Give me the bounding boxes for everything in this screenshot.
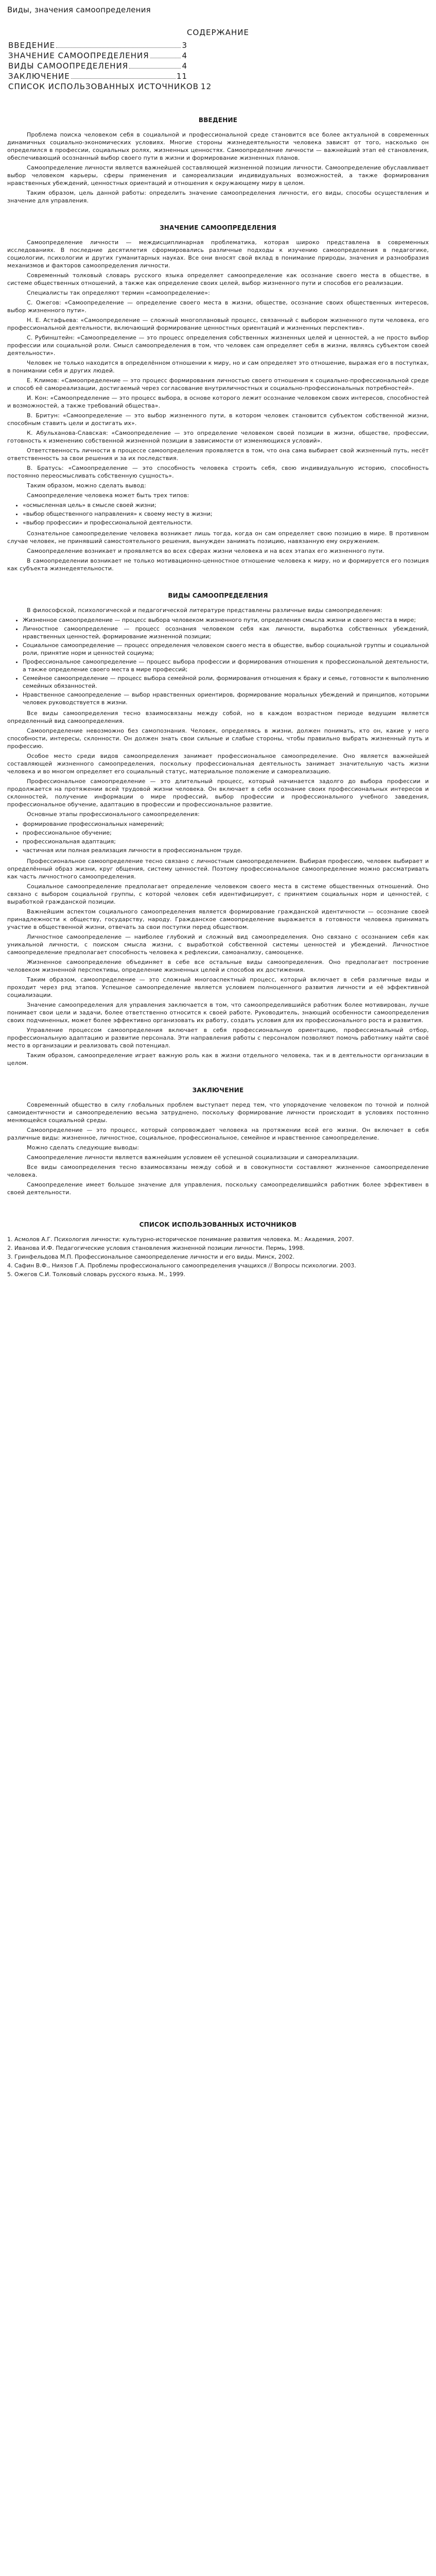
paragraph: Самоопределение — это процесс, который сопровождает человека на протяжении всей его жизни. Он включает в себя различные виды: жизненное, личностное, социальное, профессиональное, семейное и нравственное самоопределение. — [7, 1127, 429, 1141]
list-item: • Нравственное самоопределение — выбор нравственных ориентиров, формирование моральных убеждений и принципов, которыми человек руководствуется в жизни. — [23, 691, 429, 706]
paragraph: Управление процессом самоопределения включает в себя профессиональную ориентацию, профессиональный отбор, профессиональную адаптацию и развитие персонала. Эти направления работы с персоналом позволяют помочь работнику найти своё место в организации и реализовать свой потенциал. — [7, 1027, 429, 1049]
paragraph: Самоопределение личности — междисциплинарная проблематика, которая широко представлена в современных исследованиях. В последние десятилетия сформировались различные подходы к изучению самоопределения в педагогике, социологии, психологии и других гуманитарных науках. Все они вносят свой вклад в понимание природы, значения и разнообразия механизмов и факторов самоопределения личности. — [7, 239, 429, 269]
toc-leader-dots — [129, 68, 181, 69]
paragraph: Социальное самоопределение предполагает определение человеком своего места в системе общественных отношений. Оно связано с выбором социальной группы, с которой человек себя идентифицирует, с принятием социальных норм и ценностей, с выработкой гражданской позиции. — [7, 883, 429, 905]
source-item: 2. Иванова И.Ф. Педагогические условия становления жизненной позиции личности. Пермь, 1998. — [7, 1245, 305, 1251]
paragraph: Таким образом, можно сделать вывод: — [27, 482, 147, 489]
sources-list — [7, 1235, 429, 1278]
toc-row-label: СПИСОК ИСПОЛЬЗОВАННЫХ ИСТОЧНИКОВ — [8, 82, 199, 91]
paragraph: В философской, психологической и педагогической литературе представлены различные виды самоопределения: — [27, 607, 382, 614]
paragraph: Таким образом, самоопределение играет важную роль как в жизни отдельного человека, так и в деятельности организации в целом. — [7, 1052, 429, 1066]
toc-row-label: ЗНАЧЕНИЕ САМООПРЕДЕЛЕНИЯ — [8, 51, 149, 60]
paragraph: Самоопределение невозможно без самопознания. Человек, определяясь в жизни, должен понимать, кто он, какие у него способности, интересы, склонности. Он должен знать свои сильные и слабые стороны, чтобы правильно выбрать жизненный путь и профессию. — [7, 727, 429, 750]
toc-row-kinds[interactable] — [8, 61, 187, 71]
paragraph: Таким образом, самоопределение — это сложный многоаспектный процесс, который включает в себя различные виды и проходит через ряд этапов. Успешное самоопределение является условием полноценного развития личности и её эффективной социализации. — [7, 976, 429, 998]
document-title: Виды, значения самоопределения — [7, 5, 151, 14]
paragraph: И. Кон: «Самоопределение — это процесс выбора, в основе которого лежит осознание человеком своих интересов, способностей и возможностей, а также требований общества». — [7, 395, 429, 409]
source-item: 5. Ожегов С.И. Толковый словарь русского языка. М., 1999. — [7, 1271, 185, 1278]
paragraph: Сознательное самоопределение человека возникает лишь тогда, когда он сам определяет свою позицию в мире. В противном случае человек, не принявший самостоятельного решения, вынужден занимать позицию, навязанную ему окружением. — [7, 530, 429, 545]
list-item: • «осмысленная цель» в смысле своей жизни; — [23, 501, 429, 509]
section-heading-sources: СПИСОК ИСПОЛЬЗОВАННЫХ ИСТОЧНИКОВ — [139, 1221, 297, 1228]
source-item: 4. Сафин В.Ф., Ниязов Г.А. Проблемы профессионального самоопределения учащихся // Вопросы психологии. 2003. — [7, 1262, 356, 1269]
section-heading-introduction: ВВЕДЕНИЕ — [198, 116, 238, 124]
stages-list — [7, 820, 429, 854]
section-heading-conclusion: ЗАКЛЮЧЕНИЕ — [192, 1087, 244, 1094]
list-item: • Личностное самоопределение — процесс осознания человеком себя как личности, выработка собственных убеждений, нравственных ценностей, формирование жизненной позиции; — [23, 625, 429, 640]
section-heading-kinds: ВИДЫ САМООПРЕДЕЛЕНИЯ — [168, 592, 268, 599]
toc-leader-dots — [56, 47, 181, 48]
paragraph: Все виды самоопределения тесно взаимосвязаны между собой и в совокупности составляют жизненное самоопределение человека. — [7, 1164, 429, 1178]
toc-row-page: 4 — [182, 61, 187, 71]
paragraph: С. Ожегов: «Самоопределение — определение своего места в жизни, обществе, осознание своих общественных интересов, выбор жизненного пути». — [7, 299, 429, 314]
toc-row-label: ВВЕДЕНИЕ — [8, 41, 56, 50]
paragraph: В. Братусь: «Самоопределение — это способность человека строить себя, свою индивидуальную историю, способность постоянно переосмысливать собственную сущность». — [7, 465, 429, 479]
list-item: • профессиональное обучение; — [23, 829, 429, 837]
source-item: 3. Гринфельдова М.П. Профессиональное самоопределение личности и его виды. Минск, 2002. — [7, 1253, 295, 1260]
paragraph: К. Абульханова-Славская: «Самоопределение — это определение человеком своей позиции в жизни, обществе, профессии, готовность к изменению собственной жизненной позиции в зависимости от изменяющихся условий». — [7, 430, 429, 444]
toc-heading: СОДЕРЖАНИЕ — [187, 28, 249, 37]
paragraph: Специалисты так определяют термин «самоопределение»: — [27, 290, 211, 296]
toc-row-sources[interactable] — [8, 81, 212, 92]
toc-row-label: ЗАКЛЮЧЕНИЕ — [8, 72, 70, 81]
paragraph: Профессиональное самоопределение — это длительный процесс, который начинается задолго до выбора профессии и продолжается на протяжении всей трудовой жизни человека. Он включает в себя осознание своих профессиональных интересов и склонностей, получение информации о мире профессий, выбор профессии и профессионального учебного заведения, профессиональное обучение, адаптацию в профессии и профессиональное развитие. — [7, 778, 429, 808]
table-of-contents — [7, 40, 429, 92]
paragraph: Жизненное самоопределение объединяет в себе все остальные виды самоопределения. Оно предполагает построение человеком жизненной перспективы, определение жизненных целей и способов их достижения. — [7, 959, 429, 973]
paragraph: Основные этапы профессионального самоопределения: — [27, 811, 200, 818]
list-item: • Социальное самоопределение — процесс определения человеком своего места в обществе, выбор социальной группы и социальной роли, принятие норм и ценностей социума; — [23, 641, 429, 657]
section-heading-meaning: ЗНАЧЕНИЕ САМООПРЕДЕЛЕНИЯ — [160, 224, 276, 231]
toc-row-label: ВИДЫ САМООПРЕДЕЛЕНИЯ — [8, 61, 129, 71]
types-list — [7, 501, 429, 527]
paragraph: Самоопределение имеет большое значение для управления, поскольку самоопределившийся работник более эффективен в своей деятельности. — [7, 1181, 429, 1196]
paragraph: Самоопределение личности является важнейшим условием её успешной социализации и самореализации. — [27, 1154, 359, 1161]
list-item: • формирование профессиональных намерений; — [23, 820, 429, 828]
paragraph: Современный общество в силу глобальных проблем выступает перед тем, что упорядочение человеком по точной и полной самоидентичности и самоопределению весьма затруднено, поскольку формирование личности происходит в условиях постоянно меняющейся социальной среды. — [7, 1101, 429, 1124]
paragraph: Профессиональное самоопределение тесно связано с личностным самоопределением. Выбирая профессию, человек выбирает и определённый образ жизни, круг общения, систему ценностей. Поэтому профессиональное самоопределение можно рассматривать как часть личностного самоопределения. — [7, 858, 429, 880]
paragraph: В. Бритун: «Самоопределение — это выбор жизненного пути, в котором человек становится субъектом собственной жизни, способным ставить цели и достигать их». — [7, 412, 429, 427]
paragraph: Можно сделать следующие выводы: — [27, 1144, 139, 1151]
paragraph: Ответственность личности в процессе самоопределения проявляется в том, что она сама выбирает свой жизненный путь, несёт ответственность за свои решения и за их последствия. — [7, 447, 429, 462]
toc-row-page: 3 — [182, 41, 187, 50]
paragraph: Таким образом, цель данной работы: определить значение самоопределения личности, его виды, способы осуществления и значение для управления. — [7, 190, 429, 204]
list-item: • «выбор общественного направления» к своему месту в жизни; — [23, 510, 429, 518]
list-item: • Профессиональное самоопределение — процесс выбора профессии и формирования отношения к профессиональной деятельности, а также определение своего места в мире профессий; — [23, 658, 429, 673]
paragraph: Все виды самоопределения тесно взаимосвязаны между собой, но в каждом возрастном периоде ведущим является определенный вид самоопределения. — [7, 710, 429, 724]
list-item: • «выбор профессии» и профессиональной деятельности. — [23, 519, 429, 527]
paragraph: В самоопределении возникает не только мотивационно-ценностное отношение человека к миру, но и формируется его позиция как субъекта жизнедеятельности. — [7, 557, 429, 572]
list-item: • Жизненное самоопределение — процесс выбора человеком жизненного пути, определения смысла жизни и своего места в мире; — [23, 616, 429, 624]
paragraph: С. Рубинштейн: «Самоопределение — это процесс определения собственных жизненных целей и ценностей, а не просто выбор профессии или социальной роли. Смысл самоопределения в том, что человек сам определяет себя в жизни, являясь субъектом своей деятельности». — [7, 334, 429, 357]
paragraph: Личностное самоопределение — наиболее глубокий и сложный вид самоопределения. Оно связано с осознанием себя как уникальной личности, с поиском смысла жизни, с выработкой собственной системы ценностей и убеждений. Личностное самоопределение предполагает способность человека к рефлексии, самоанализу, самооценке. — [7, 934, 429, 956]
list-item: • частичная или полная реализация личности в профессиональном труде. — [23, 846, 429, 854]
paragraph: Самоопределение человека может быть трех типов: — [27, 492, 189, 499]
paragraph: Самоопределение возникает и проявляется во всех сферах жизни человека и на всех этапах его жизненного пути. — [27, 548, 385, 554]
toc-row-page: 12 — [201, 82, 212, 91]
paragraph: Человек не только находится в определённом отношении к миру, но и сам определяет это отношение, выражая его в поступках, в понимании себя и других людей. — [7, 360, 429, 374]
toc-row-introduction[interactable] — [8, 40, 187, 50]
paragraph: Н. Е. Астафьева: «Самоопределение — сложный многоплановый процесс, связанный с выбором жизненного пути человека, его профессиональной деятельности, включающий формирование ценностных ориентаций и жизненных перспектив». — [7, 317, 429, 331]
toc-row-conclusion[interactable] — [8, 71, 187, 81]
list-item: • профессиональная адаптация; — [23, 838, 429, 845]
toc-row-meaning[interactable] — [8, 50, 187, 61]
paragraph: Самоопределение личности является важнейшей составляющей жизненной позиции личности. Самоопределение обуславливает выбор человеком карьеры, сферы применения и самореализации индивидуальных возможностей, а также формирования нравственных убеждений, ценностных ориентаций и отношения к окружающему миру в целом. — [7, 164, 429, 187]
toc-row-page: 11 — [176, 72, 187, 81]
paragraph: Особое место среди видов самоопределения занимает профессиональное самоопределение. Оно является важнейшей составляющей жизненного самоопределения, поскольку профессиональная деятельность занимает значительную часть жизни человека и во многом определяет его социальный статус, материальное положение и самореализацию. — [7, 753, 429, 775]
paragraph: Проблема поиска человеком себя в социальной и профессиональной среде становится все более актуальной в современных динамичных социально-экономических условиях. Многие стороны жизнедеятельности человека зависят от того, насколько он определился в профессии, социальных ролях, жизненных ценностях. Самоопределение личности — важнейший этап её становления, обеспечивающий осознанный выбор своего пути в жизни и формирование жизненных планов. — [7, 131, 429, 161]
paragraph: Е. Климов: «Самоопределение — это процесс формирования личностью своего отношения к социально-профессиональной среде и способ её самореализации, достигаемый через согласование внутриличностных и социально-профессиональных потребностей». — [7, 377, 429, 392]
paragraph: Важнейшим аспектом социального самоопределения является формирование гражданской идентичности — осознание своей принадлежности к обществу, государству, народу. Гражданское самоопределение выражается в готовности человека принимать участие в общественной жизни, отвечать за свои поступки перед обществом. — [7, 908, 429, 930]
paragraph: Значение самоопределения для управления заключается в том, что самоопределившийся работник более мотивирован, лучше понимает свои цели и задачи, более ответственно относится к своей работе. Руководитель, знающий особенности самоопределения своих подчиненных, может более эффективно организовать их работу, создать условия для их профессионального роста и развития. — [7, 1002, 429, 1024]
toc-leader-dots — [71, 78, 176, 79]
kinds-list — [7, 616, 429, 706]
toc-row-page: 4 — [182, 51, 187, 60]
source-item: 1. Асмолов А.Г. Психология личности: культурно-историческое понимание развития человека. М.: Академия, 2007. — [7, 1236, 354, 1243]
list-item: • Семейное самоопределение — процесс выбора семейной роли, формирования отношения к браку и семье, готовности к выполнению семейных обязанностей. — [23, 674, 429, 690]
paragraph: Современный толковый словарь русского языка определяет самоопределение как осознание своего места в обществе, в системе общественных отношений, а также как определение своих целей, выбор жизненного пути и способов его реализации. — [7, 272, 429, 286]
